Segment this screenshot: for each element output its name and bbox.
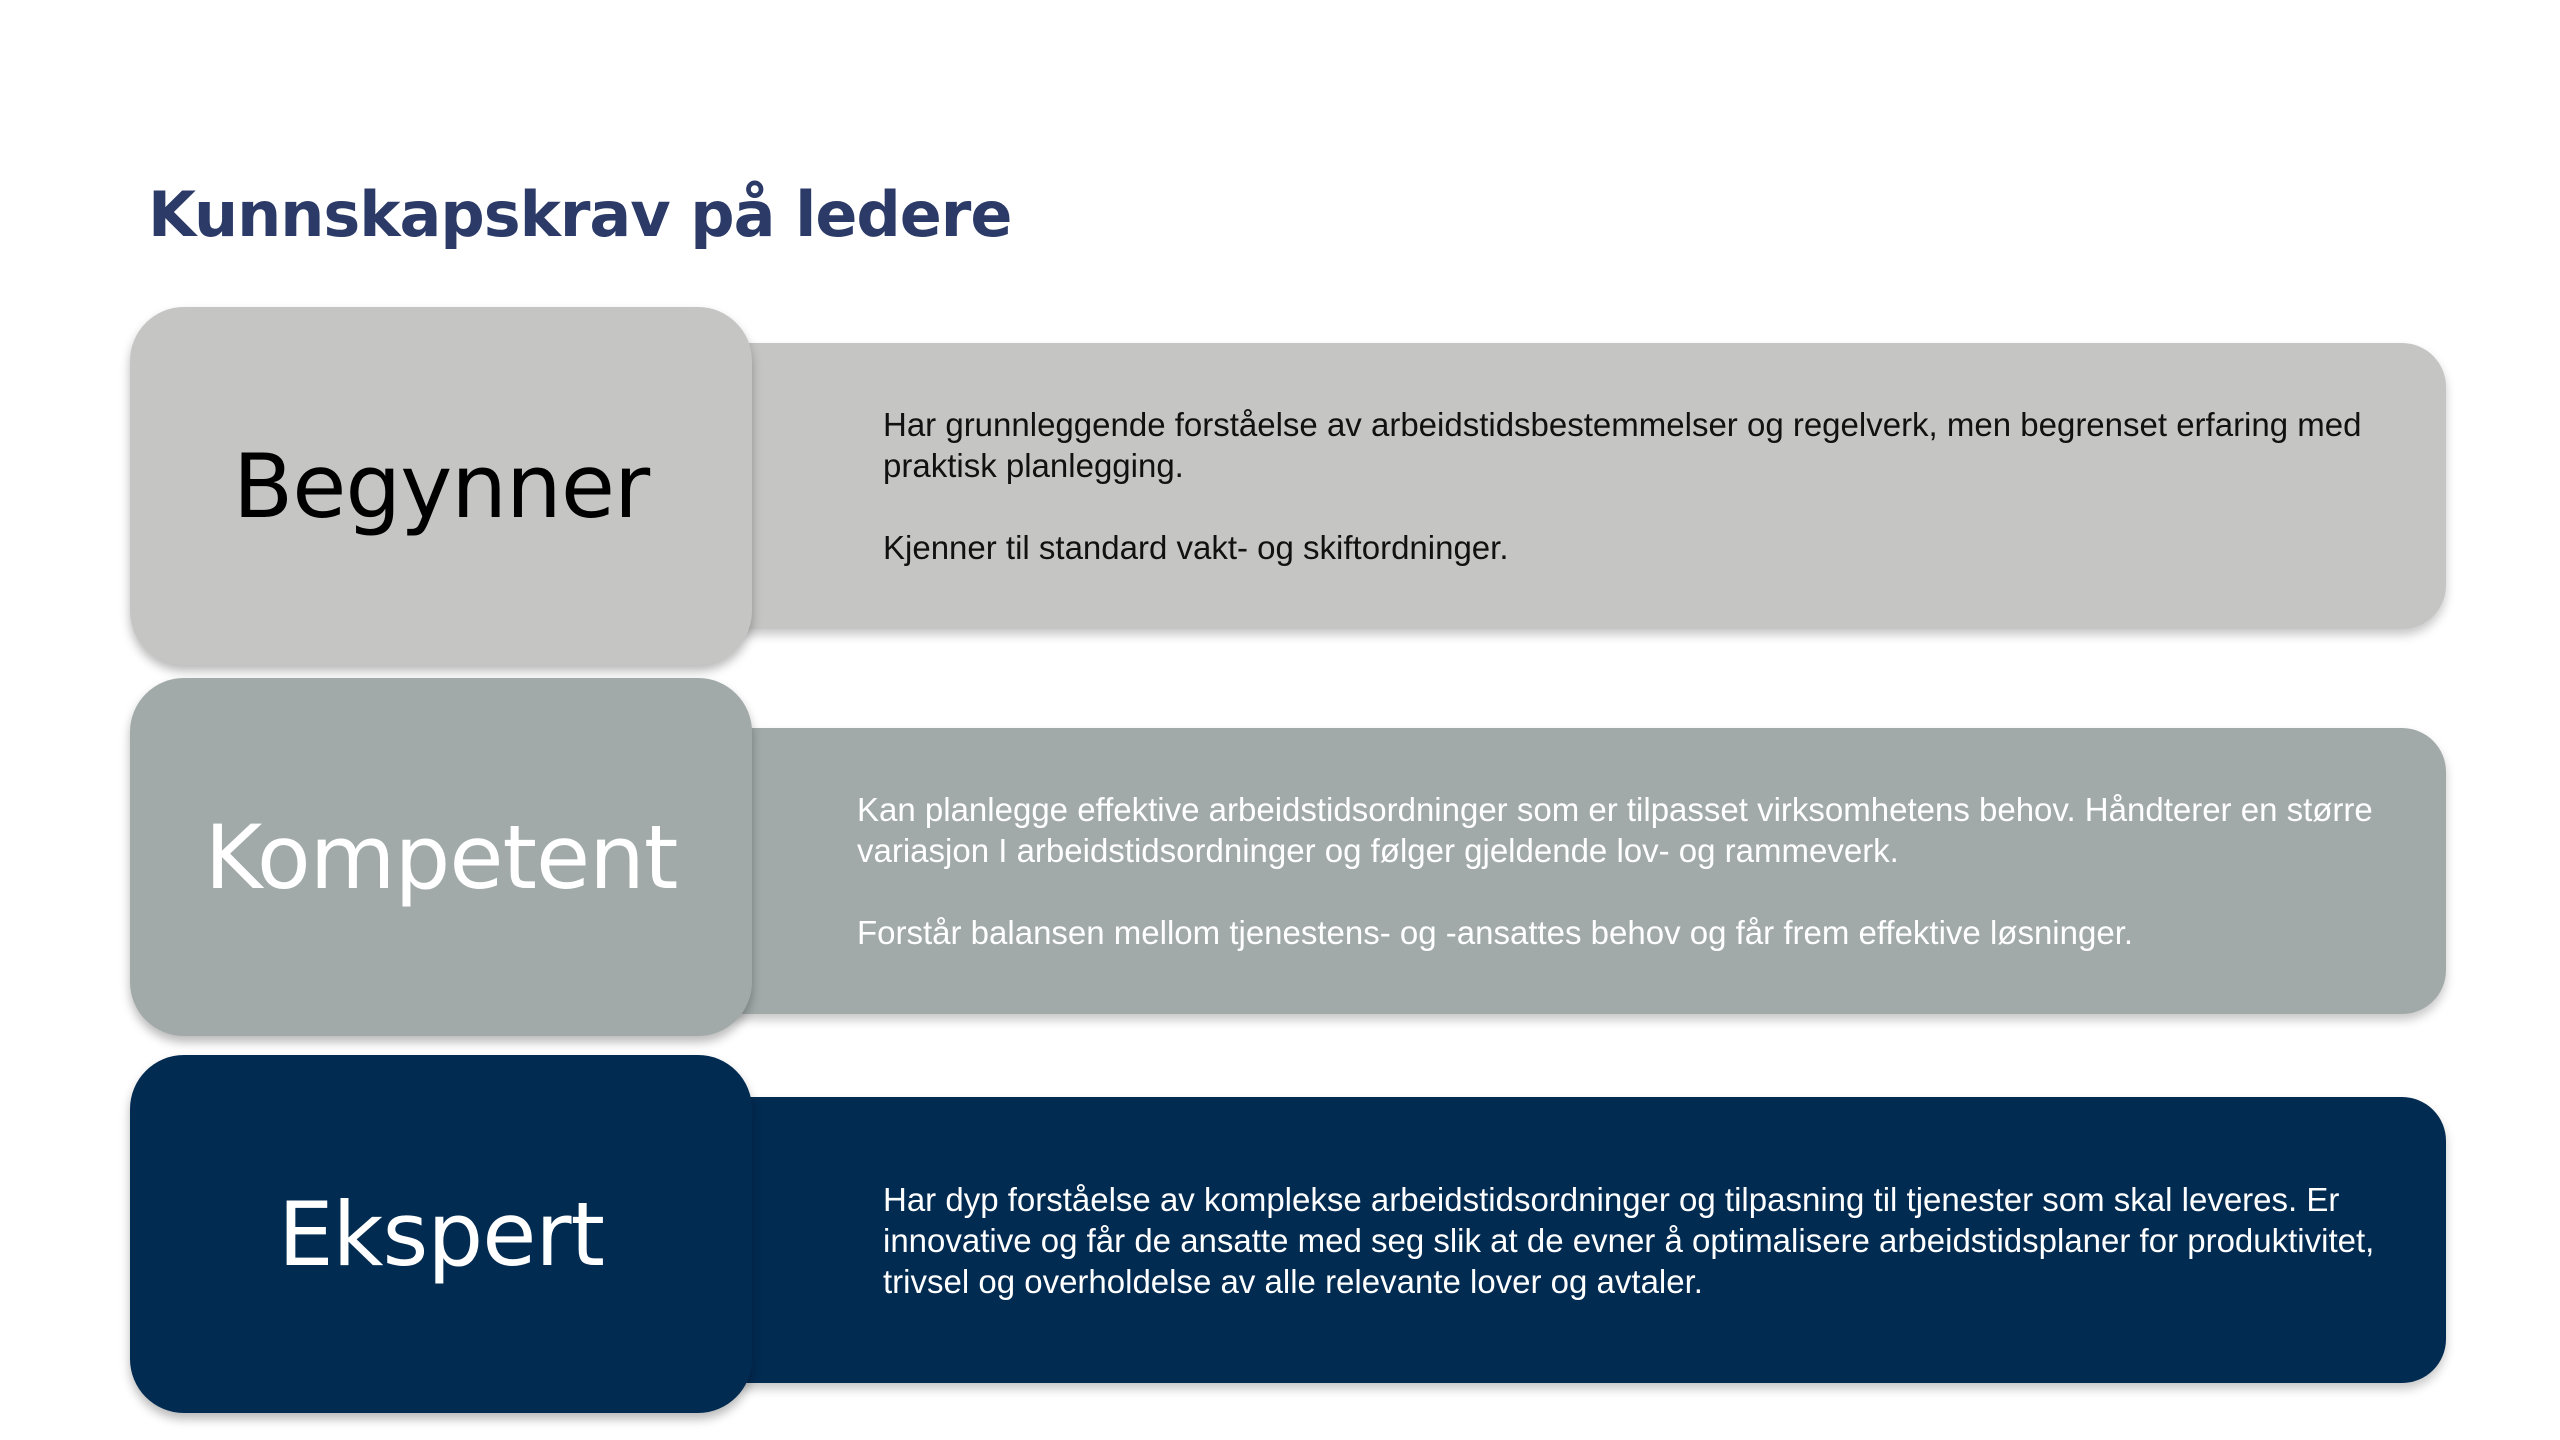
ekspert-label: Ekspert: [277, 1182, 605, 1286]
begynner-paragraph: Har grunnleggende forståelse av arbeidstidsbestemmelser og regelverk, men begrenset erfaring med praktisk planlegging.: [883, 406, 2362, 484]
begynner-paragraph: Kjenner til standard vakt- og skiftordninger.: [883, 529, 1509, 566]
kompetent-label-box: [130, 678, 752, 1036]
ekspert-label-box: [130, 1055, 752, 1413]
kompetent-description-band: [700, 728, 2446, 1014]
kompetent-label: Kompetent: [204, 805, 678, 909]
ekspert-description: [700, 1179, 2446, 1302]
kompetent-paragraph: Forstår balansen mellom tjenestens- og -ansattes behov og får frem effektive løsninger.: [857, 914, 2134, 951]
page-title: Kunnskapskrav på ledere: [148, 178, 1012, 251]
begynner-label: Begynner: [232, 434, 650, 538]
kompetent-paragraph: Kan planlegge effektive arbeidstidsordninger som er tilpasset virksomhetens behov. Håndterer en større variasjon I arbeidstidsordninger og følger gjeldende lov- og rammeverk.: [857, 791, 2373, 869]
kompetent-description: [700, 789, 2446, 953]
ekspert-description-band: [700, 1097, 2446, 1383]
ekspert-paragraph: Har dyp forståelse av komplekse arbeidstidsordninger og tilpasning til tjenester som skal leveres. Er innovative og får de ansatte med seg slik at de evner å optimalisere arbeidstidsplaner for produktivitet, trivsel og overholdelse av alle relevante lover og avtaler.: [883, 1180, 2375, 1300]
begynner-description-band: [700, 343, 2446, 629]
begynner-label-box: [130, 307, 752, 665]
begynner-description: [700, 404, 2446, 568]
